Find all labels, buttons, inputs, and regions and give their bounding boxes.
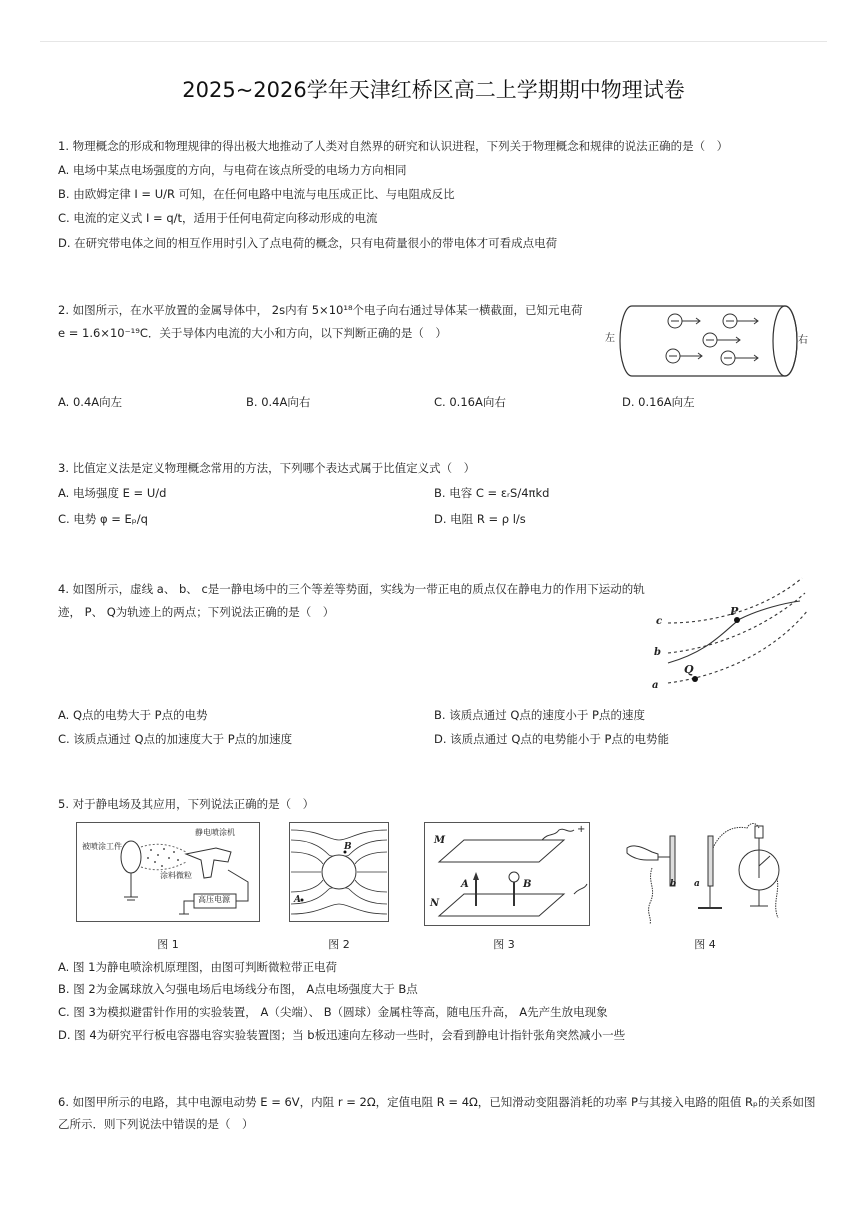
q5-fig2-label-a: A (294, 895, 301, 905)
q5-fig3-label-plus: + (577, 824, 586, 835)
q5-caption-fig2: 图 2 (328, 938, 350, 951)
q2-option-c[interactable]: C. 0.16A向右 (434, 395, 506, 409)
q5-fig1-label-particles: 涂料微粒 (160, 871, 192, 880)
q2-option-b[interactable]: B. 0.4A向右 (246, 395, 311, 409)
q4-option-d[interactable]: D. 该质点通过 Q点的电势能小于 P点的电势能 (434, 732, 669, 746)
q5-fig4-label-a: a (694, 879, 700, 889)
q2-stem-line1: 2. 如图所示，在水平放置的金属导体中， 2s内有 5×10¹⁸个电子向右通过导体某一横截面，已知元电荷 (58, 303, 583, 317)
q6-stem-line2: 乙所示．则下列说法中错误的是（ ） (58, 1117, 254, 1131)
q6-stem-line1: 6. 如图甲所示的电路，其中电源电动势 E = 6V，内阻 r = 2Ω，定值电阻 R = 4Ω，已知滑动变阻器消耗的功率 P与其接入电路的阻值 Rₚ的关系如图 (58, 1095, 816, 1109)
q4-stem-line1: 4. 如图所示，虚线 a、 b、 c是一静电场中的三个等差等势面，实线为一带正电的质点仅在静电力的作用下运动的轨 (58, 582, 645, 596)
q5-fig3-label-b: B (523, 879, 532, 890)
q1-stem: 1. 物理概念的形成和物理规律的得出极大地推动了人类对自然界的研究和认识进程，下列关于物理概念和规律的说法正确的是（ ） (58, 139, 729, 153)
q2-option-a[interactable]: A. 0.4A向左 (58, 395, 123, 409)
page-title: 2025~2026学年天津红桥区高二上学期期中物理试卷 (182, 78, 685, 102)
q5-option-c[interactable]: C. 图 3为模拟避雷针作用的实验装置， A（尖端）、 B（圆球）金属柱等高，随电压升高， A先产生放电现象 (58, 1005, 608, 1019)
q2-label-right: 右 (798, 335, 808, 346)
top-rule (40, 41, 827, 42)
q1-option-a[interactable]: A. 电场中某点电场强度的方向，与电荷在该点所受的电场力方向相同 (58, 163, 407, 177)
q2-option-d[interactable]: D. 0.16A向左 (622, 395, 695, 409)
q4-label-q: Q (684, 663, 694, 676)
q4-label-a: a (652, 680, 659, 691)
q2-stem-line2: e = 1.6×10⁻¹⁹C．关于导体内电流的大小和方向，以下判断正确的是（ ） (58, 326, 447, 340)
q5-fig4-label-b: b (670, 879, 677, 889)
q5-fig3-label-n: N (430, 898, 440, 909)
q5-fig1-label-power: 高压电源 (198, 895, 230, 904)
q3-option-a[interactable]: A. 电场强度 E = U/d (58, 486, 167, 500)
q5-caption-fig1: 图 1 (157, 938, 179, 951)
q1-option-b[interactable]: B. 由欧姆定律 I = U/R 可知，在任何电路中电流与电压成正比、与电阻成反比 (58, 187, 455, 201)
q2-label-left: 左 (605, 333, 615, 344)
q5-figure-2-field-lines (289, 822, 389, 922)
q1-option-c[interactable]: C. 电流的定义式 I = q/t，适用于任何电荷定向移动形成的电流 (58, 211, 378, 225)
q4-option-c[interactable]: C. 该质点通过 Q点的加速度大于 P点的加速度 (58, 732, 293, 746)
q4-stem-line2: 迹， P、 Q为轨迹上的两点；下列说法正确的是（ ） (58, 605, 335, 619)
q5-stem: 5. 对于静电场及其应用，下列说法正确的是（ ） (58, 797, 315, 811)
q1-option-d[interactable]: D. 在研究带电体之间的相互作用时引入了点电荷的概念，只有电荷量很小的带电体才可看成点电荷 (58, 236, 558, 250)
q5-fig1-label-sprayer: 静电喷涂机 (195, 828, 235, 837)
q5-caption-fig3: 图 3 (493, 938, 515, 951)
q5-option-d[interactable]: D. 图 4为研究平行板电容器电容实验装置图；当 b板迅速向左移动一些时，会看到静电计指针张角突然减小一些 (58, 1028, 626, 1042)
q5-fig3-label-m: M (434, 835, 446, 846)
q3-option-c[interactable]: C. 电势 φ = Eₚ/q (58, 512, 148, 526)
q3-stem: 3. 比值定义法是定义物理概念常用的方法，下列哪个表达式属于比值定义式（ ） (58, 461, 476, 475)
q4-option-b[interactable]: B. 该质点通过 Q点的速度小于 P点的速度 (434, 708, 645, 722)
q4-label-c: c (656, 616, 663, 627)
q5-fig3-label-a: A (461, 879, 469, 890)
q3-option-b[interactable]: B. 电容 C = εᵣS/4πkd (434, 486, 550, 500)
q5-fig2-label-b: B (344, 842, 352, 852)
q5-caption-fig4: 图 4 (694, 938, 716, 951)
q2-conductor-figure (600, 300, 815, 382)
q5-figure-3-lightning-rod (424, 822, 590, 926)
q4-label-b: b (654, 647, 661, 658)
q5-option-a[interactable]: A. 图 1为静电喷涂机原理图，由图可判断微粒带正电荷 (58, 960, 337, 974)
q5-option-b[interactable]: B. 图 2为金属球放入匀强电场后电场线分布图， A点电场强度大于 B点 (58, 982, 418, 996)
q4-label-p: P (730, 605, 739, 618)
q5-fig1-label-workpiece: 被喷涂工件 (82, 842, 122, 851)
q5-figure-4-capacitor-electroscope (622, 818, 782, 928)
q4-option-a[interactable]: A. Q点的电势大于 P点的电势 (58, 708, 208, 722)
q3-option-d[interactable]: D. 电阻 R = ρ l/s (434, 512, 526, 526)
q4-equipotential-figure (650, 575, 810, 695)
